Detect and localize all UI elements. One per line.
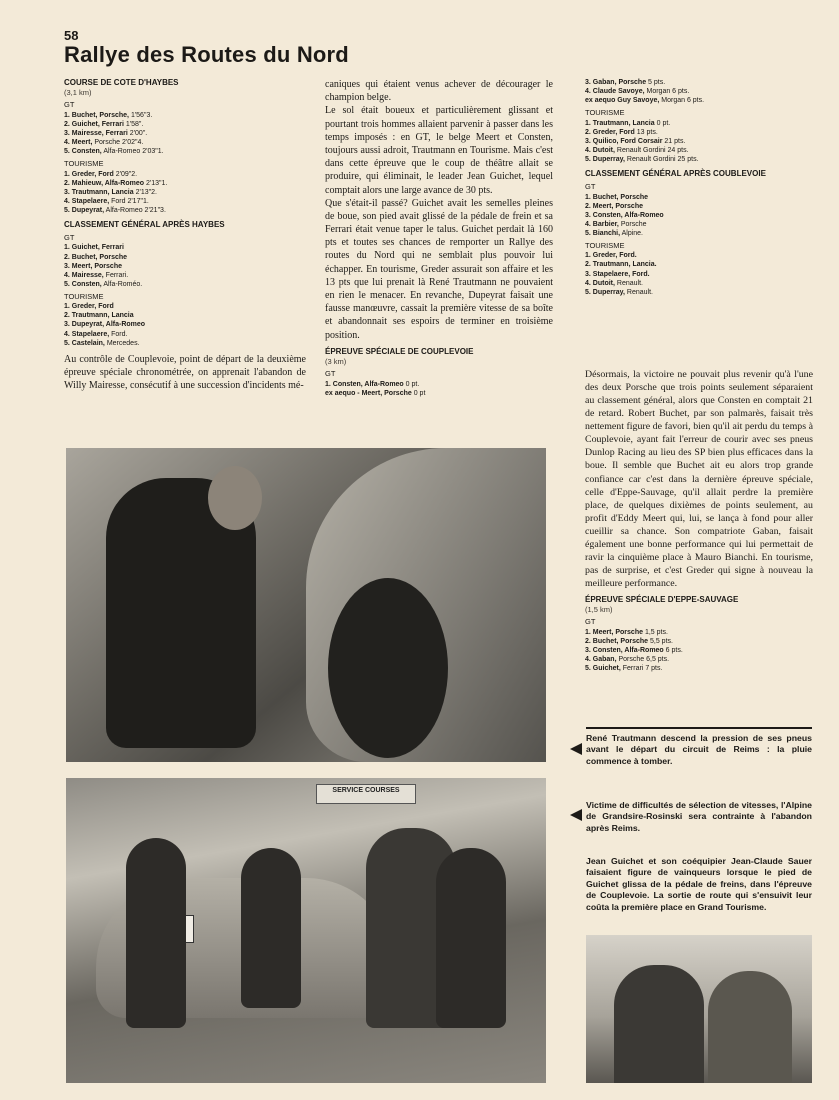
result-detail: Ford 2'17"1. xyxy=(111,197,149,205)
result-detail: 5,5 pts. xyxy=(650,637,673,645)
category-label: GT xyxy=(325,369,336,379)
result-detail: Alfa-Romeo 2'21"3. xyxy=(105,206,166,214)
result-row xyxy=(64,147,306,156)
section-subtitle: (3,1 km) xyxy=(64,88,92,97)
section-title: ÉPREUVE SPÉCIALE DE COUPLEVOIE xyxy=(325,346,474,356)
mechanic-figure xyxy=(126,838,186,1028)
middle-column xyxy=(325,78,553,398)
result-detail: 2'13"2. xyxy=(135,188,157,196)
result-name: Quilico, Ford Corsair xyxy=(592,137,663,145)
result-name: Meert, Porsche xyxy=(592,628,643,636)
result-row xyxy=(585,229,813,238)
result-name: Greder, Ford xyxy=(592,128,635,136)
result-row xyxy=(585,288,813,297)
figure-guichet xyxy=(614,965,704,1083)
result-pos: 1. xyxy=(585,119,591,127)
result-pos: 1. xyxy=(64,111,70,119)
result-name: Consten, xyxy=(71,280,102,288)
result-row xyxy=(64,320,306,329)
result-name: Greder, Ford. xyxy=(592,252,637,260)
result-pos: 2. xyxy=(64,253,70,261)
result-name: Consten, xyxy=(71,148,102,156)
result-row xyxy=(325,389,553,398)
result-row xyxy=(585,646,813,655)
page-title: Rallye des Routes du Nord xyxy=(64,42,349,67)
photo-caption: René Trautmann descend la pression de ses pneus avant le départ du circuit de Reims : la pluie commence à tomber. xyxy=(586,733,812,766)
result-name: Consten, Alfa-Romeo xyxy=(592,211,664,219)
result-pos: 3. xyxy=(585,79,591,86)
result-name: Buchet, Porsche xyxy=(592,637,649,645)
result-pos: 1. xyxy=(585,252,591,260)
left-column xyxy=(64,78,306,392)
result-name: Guichet, Ferrari xyxy=(71,244,124,252)
result-row xyxy=(64,138,306,147)
result-name: Consten, Alfa-Romeo xyxy=(592,647,664,654)
result-pos: 4. xyxy=(64,139,70,147)
mechanic-figure xyxy=(436,848,506,1028)
result-pos: 2. xyxy=(585,128,591,136)
result-detail: 0 pt. xyxy=(656,119,671,127)
result-name: Bianchi, xyxy=(592,229,621,237)
result-name: Trautmann, Lancia xyxy=(71,312,134,320)
result-name: Meert, Porsche xyxy=(71,262,122,270)
result-name: Buchet, Porsche xyxy=(71,253,128,261)
article-paragraph: caniques qui étaient venus achever de décourager le champion belge. xyxy=(325,79,553,104)
result-pos: 5. xyxy=(64,206,70,214)
result-pos: 4. xyxy=(64,271,70,279)
result-detail: Ferrari 7 pts. xyxy=(622,665,663,673)
result-name: Dutoit, xyxy=(592,146,615,154)
result-pos: 5. xyxy=(64,280,70,288)
result-row xyxy=(325,380,553,389)
mechanic-figure xyxy=(241,848,301,1008)
result-row xyxy=(64,170,306,179)
result-pos: 2. xyxy=(64,312,70,320)
result-name: Trautmann, Lancia xyxy=(71,188,134,196)
result-detail: Ferrari. xyxy=(105,271,129,279)
result-name: Trautmann, Lancia xyxy=(592,119,655,127)
result-pos: 5. xyxy=(585,288,591,296)
result-row xyxy=(585,128,813,137)
result-pos: 2. xyxy=(64,179,70,187)
results-list xyxy=(64,170,306,215)
category-label: TOURISME xyxy=(64,159,104,169)
result-name: Meert, xyxy=(71,139,93,147)
result-detail: Alfa-Roméo. xyxy=(103,280,143,288)
result-pos: 3. xyxy=(585,270,591,278)
figure-sauer xyxy=(708,971,792,1083)
result-pos: 1. xyxy=(64,170,70,178)
result-name: Buchet, Porsche, xyxy=(71,111,129,119)
result-detail: Ford. xyxy=(111,330,128,338)
result-name: Stapelaere, xyxy=(71,330,110,338)
result-pos: 4. xyxy=(64,330,70,338)
result-name: Duperray, xyxy=(592,156,625,164)
results-list xyxy=(64,111,306,156)
result-name: Mairesse, xyxy=(71,271,104,279)
result-row xyxy=(64,179,306,188)
right-column-lower xyxy=(585,368,813,673)
result-row xyxy=(585,202,813,211)
result-row xyxy=(585,119,813,128)
result-name: Dupeyrat, xyxy=(71,206,105,214)
result-name: Greder, Ford xyxy=(71,170,114,178)
result-name: ex aequo - Meert, Porsche xyxy=(325,389,412,397)
result-detail: Alpine. xyxy=(621,229,643,237)
results-list xyxy=(585,78,813,105)
result-pos: 2. xyxy=(585,637,591,645)
result-detail: Alfa-Romeo 2'03"1. xyxy=(103,148,164,156)
result-detail: 2'09"2. xyxy=(115,170,138,178)
caption-divider xyxy=(586,727,812,729)
result-pos: 3. xyxy=(585,211,591,219)
section-title: COURSE DE COTE D'HAYBES xyxy=(64,78,179,87)
result-name: Dupeyrat, Alfa-Romeo xyxy=(71,321,146,329)
right-column xyxy=(585,78,813,297)
results-list xyxy=(64,302,306,347)
result-row xyxy=(585,146,813,155)
car-wheel xyxy=(328,578,448,758)
result-row xyxy=(64,330,306,339)
result-detail: 13 pts. xyxy=(636,128,658,136)
result-row xyxy=(64,302,306,311)
result-row xyxy=(585,78,813,87)
result-pos: 3. xyxy=(585,647,591,654)
article-paragraph: Désormais, la victoire ne pouvait plus revenir qu'à l'une des deux Porsche que trois points seulement séparaient au classement général, alors que Consten en comptait 21 de retard. Robert Buchet, par son palmarès, faisait très nettement figure de favori, bien qu'il ait perdu du temps à Couplevoie, ayant fait l'erreur de courir avec ses pneus Dunlop Racing au lieu des SP bien plus efficaces dans la boue. Il semble que Buchet ait eu alors trop grande confiance car c'est dans la dernière épreuve spéciale, celle d'Eppe-Sauvage, qu'il allait perdre la première place, de quelques dixièmes de points seulement, au profit d'Eddy Meert qui, lui, se lança à fond pour aller cueillir sa chance. Son compatriote Gaban, faisait également une bonne performance qui lui permettait de ravir la cinquième place à Mauro Bianchi. En tourisme, pas de surprise, et c'est Greder qui signe à nouveau la meilleure performance. xyxy=(585,369,813,589)
category-label: TOURISME xyxy=(585,108,625,118)
arrow-left-icon xyxy=(570,809,582,821)
result-row xyxy=(64,253,306,262)
result-row xyxy=(585,664,813,673)
result-detail: Mercedes. xyxy=(106,339,140,347)
result-row xyxy=(585,260,813,269)
result-name: Stapelaere, xyxy=(71,197,110,205)
result-detail: 2'13"1. xyxy=(145,179,168,187)
result-detail: Renault. xyxy=(616,279,643,287)
result-name: Claude Savoye, xyxy=(592,88,645,96)
result-detail: 2'00". xyxy=(129,129,148,137)
figure-head xyxy=(208,466,262,530)
result-row xyxy=(585,628,813,637)
result-pos: 4. xyxy=(585,220,591,228)
result-name: Meert, Porsche xyxy=(592,202,643,210)
result-row xyxy=(585,155,813,164)
result-pos: 3. xyxy=(64,188,70,196)
result-pos: 1. xyxy=(64,303,70,311)
section-subtitle: (1,5 km) xyxy=(585,605,613,615)
result-detail: 0 pt xyxy=(413,389,426,397)
result-name: Guichet, xyxy=(592,665,621,673)
section-subtitle: (3 km) xyxy=(325,356,347,366)
result-detail: 1'58". xyxy=(125,120,144,128)
category-label: GT xyxy=(585,617,596,627)
result-pos: 3. xyxy=(585,137,591,145)
result-row xyxy=(64,111,306,120)
result-detail: Porsche xyxy=(620,220,647,228)
result-row xyxy=(585,211,813,220)
photo-caption: Victime de difficultés de sélection de vitesses, l'Alpine de Grandsire-Rosinski sera contrainte à l'abandon après Reims. xyxy=(586,800,812,833)
results-list xyxy=(585,628,813,673)
result-row xyxy=(585,637,813,646)
section-title: ÉPREUVE SPÉCIALE D'EPPE-SAUVAGE xyxy=(585,595,739,605)
result-name: Consten, Alfa-Romeo xyxy=(332,380,404,388)
result-row xyxy=(64,262,306,271)
result-row xyxy=(64,271,306,280)
result-name: Mairesse, Ferrari xyxy=(71,129,128,137)
section-title: CLASSEMENT GÉNÉRAL APRÈS HAYBES xyxy=(64,220,225,230)
article-paragraph: Que s'était-il passé? Guichet avait les semelles pleines de boue, son pied avait glissé de la pédale de frein et sa Ferrari était venue taper le talus. Guichet perdait là 160 pts et toutes ses chances de remporter un Rallye des routes du Nord qui ne semblait plus pouvoir lui échapper. En tourisme, Greder assurait son affaire et les 13 pts que lui prenait là René Trautmann ne pouvaient en rien le menacer. En revanche, Dupeyrat faisait une fausse manœuvre, cassait la première vitesse de sa boîte et abandonnait ses espoirs de terminer en troisième position. xyxy=(325,197,553,341)
result-pos: 1. xyxy=(585,628,591,636)
results-list xyxy=(585,251,813,296)
result-pos: 4. xyxy=(64,197,70,205)
result-row xyxy=(64,197,306,206)
result-detail: Porsche 2'02"4. xyxy=(94,139,144,147)
result-row xyxy=(585,251,813,260)
result-row xyxy=(64,206,306,215)
result-row xyxy=(64,280,306,289)
result-row xyxy=(585,279,813,288)
result-name: Barbier, xyxy=(592,220,619,228)
photo-alpine-abandon xyxy=(66,778,546,1083)
category-label: GT xyxy=(585,182,596,192)
service-courses-sign: SERVICE COURSES xyxy=(316,784,416,804)
result-name: ex aequo Guy Savoye, xyxy=(585,97,660,105)
category-label: GT xyxy=(64,100,75,110)
result-pos: 2. xyxy=(585,261,591,269)
result-row xyxy=(585,270,813,279)
photo-guichet-sauer xyxy=(586,935,812,1083)
result-detail: 5 pts. xyxy=(648,79,666,86)
result-row xyxy=(585,220,813,229)
result-pos: 4. xyxy=(585,146,591,154)
result-pos: 4. xyxy=(585,279,591,287)
page-number: 58 xyxy=(64,28,79,43)
result-pos: 5. xyxy=(585,229,591,237)
result-row xyxy=(585,87,813,96)
result-detail: Morgan 6 pts. xyxy=(661,97,705,105)
result-pos: 4. xyxy=(585,88,591,96)
category-label: TOURISME xyxy=(64,291,104,301)
result-row xyxy=(64,243,306,252)
result-detail: 6 pts. xyxy=(665,647,683,654)
result-detail: Porsche 6,5 pts. xyxy=(618,656,670,664)
results-list xyxy=(585,119,813,164)
result-detail: 1'56"3. xyxy=(130,111,153,119)
results-list xyxy=(325,380,553,398)
results-list xyxy=(64,243,306,288)
result-row xyxy=(64,188,306,197)
result-pos: 5. xyxy=(64,339,70,347)
result-pos: 5. xyxy=(585,665,591,673)
arrow-left-icon xyxy=(570,743,582,755)
result-name: Mahieuw, Alfa-Romeo xyxy=(71,179,145,187)
result-row xyxy=(585,193,813,202)
result-pos: 3. xyxy=(64,262,70,270)
result-row xyxy=(64,120,306,129)
article-paragraph: Au contrôle de Couplevoie, point de départ de la deuxième épreuve spéciale chronométrée, on apprenait l'abandon de Willy Mairesse, consécutif à une succession d'incidents mé- xyxy=(64,353,306,392)
result-name: Dutoit, xyxy=(592,279,615,287)
result-pos: 5. xyxy=(585,156,591,164)
result-pos: 1. xyxy=(585,193,591,201)
result-name: Stapelaere, Ford. xyxy=(592,270,650,278)
result-detail: Morgan 6 pts. xyxy=(646,88,690,96)
photo-caption: Jean Guichet et son coéquipier Jean-Claude Sauer faisaient figure de vainqueurs lorsque le pied de Guichet glissa de la pédale de freins, dans l'épreuve de Couplevoie. La sortie de route qui s'ensuivit leur coûta la première place en Grand Tourisme. xyxy=(586,856,812,912)
result-pos: 1. xyxy=(325,380,331,388)
result-row xyxy=(585,96,813,105)
result-name: Greder, Ford xyxy=(71,303,114,311)
result-row xyxy=(585,655,813,664)
result-row xyxy=(64,311,306,320)
result-row xyxy=(64,129,306,138)
section-title: CLASSEMENT GÉNÉRAL APRÈS COUBLEVOIE xyxy=(585,169,766,179)
results-list xyxy=(585,193,813,238)
result-name: Castelain, xyxy=(71,339,105,347)
result-detail: 1,5 pts. xyxy=(644,628,668,636)
result-detail: 0 pt. xyxy=(405,380,420,388)
result-name: Buchet, Porsche xyxy=(592,193,649,201)
result-pos: 3. xyxy=(64,129,70,137)
photo-tire-pressure xyxy=(66,448,546,762)
result-pos: 2. xyxy=(64,120,70,128)
result-name: Trautmann, Lancia. xyxy=(592,261,657,269)
category-label: TOURISME xyxy=(585,240,625,250)
article-paragraph: Le sol était boueux et particulièrement glissant et pourtant trois hommes allaient parvenir à passer dans les temps imposés : en GT, le belge Meert et Consten, toujours aussi adroit, Trautmann en Tourisme. Mais c'est dans cette épreuve que le coup de théâtre allait se produire, qui éliminait, le leader Jean Guichet, lequel comptait alors une large avance de 30 pts. xyxy=(325,105,553,196)
result-detail: Renault Gordini 25 pts. xyxy=(626,156,699,164)
result-name: Gaban, xyxy=(592,656,617,664)
result-detail: Renault Gordini 24 pts. xyxy=(616,146,689,154)
result-pos: 3. xyxy=(64,321,70,329)
result-row xyxy=(64,339,306,348)
result-name: Duperray, xyxy=(592,288,625,296)
result-detail: 21 pts. xyxy=(664,137,686,145)
result-name: Gaban, Porsche xyxy=(592,79,647,86)
result-detail: Renault. xyxy=(626,288,653,296)
result-pos: 4. xyxy=(585,656,591,664)
result-pos: 2. xyxy=(585,202,591,210)
result-name: Guichet, Ferrari xyxy=(71,120,124,128)
result-pos: 5. xyxy=(64,148,70,156)
result-row xyxy=(585,137,813,146)
result-pos: 1. xyxy=(64,244,70,252)
category-label: GT xyxy=(64,233,75,243)
